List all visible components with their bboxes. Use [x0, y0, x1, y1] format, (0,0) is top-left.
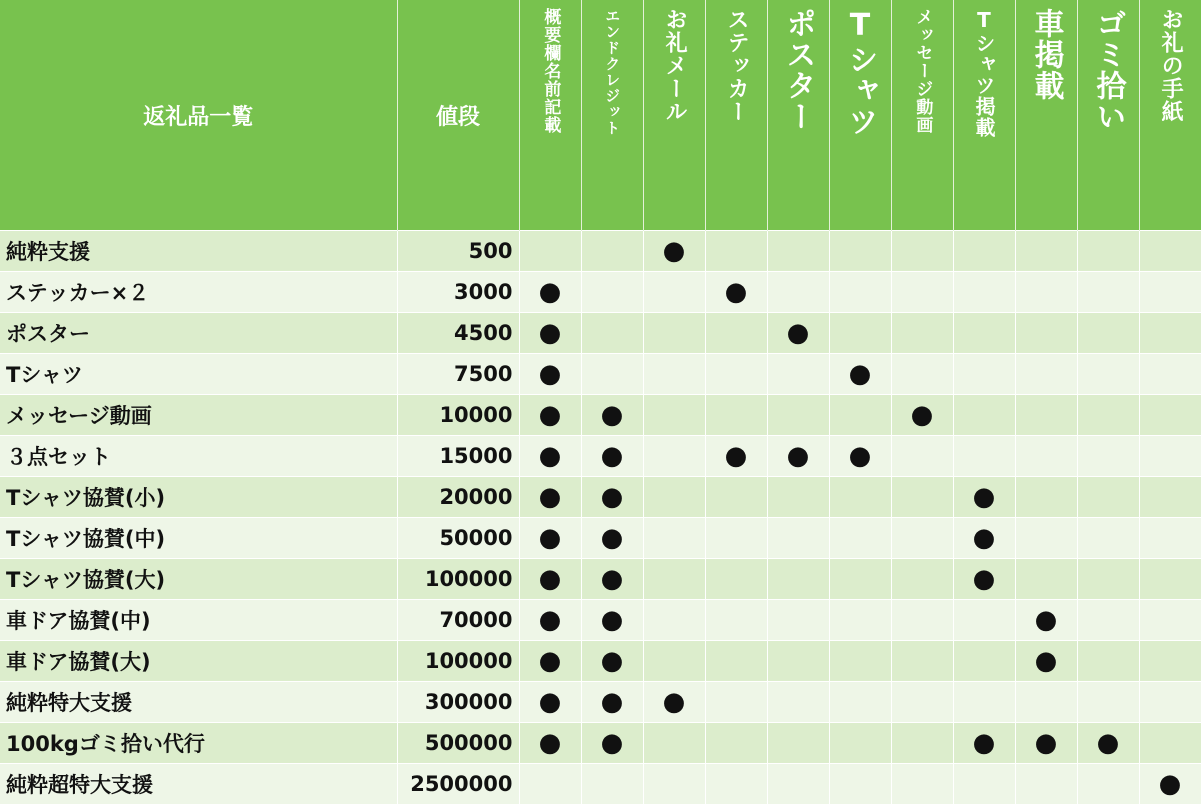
- table-row: [0, 395, 1201, 436]
- header-column-label: Tシャツ掲載: [973, 0, 995, 138]
- reward-name: Tシャツ協賛(小): [0, 477, 397, 518]
- included-mark: ●: [953, 723, 1015, 764]
- empty-cell: [953, 641, 1015, 682]
- header-column: [953, 0, 1015, 231]
- empty-cell: [643, 354, 705, 395]
- table-row: [0, 764, 1201, 804]
- empty-cell: [891, 313, 953, 354]
- included-mark: ●: [767, 436, 829, 477]
- empty-cell: [643, 518, 705, 559]
- reward-price: 300000: [397, 682, 519, 723]
- header-price: 値段: [397, 0, 519, 231]
- included-mark: ●: [581, 682, 643, 723]
- empty-cell: [767, 231, 829, 272]
- table-body: [0, 231, 1201, 804]
- header-column: [1077, 0, 1139, 231]
- reward-name: 純粋特大支援: [0, 682, 397, 723]
- included-mark: ●: [829, 436, 891, 477]
- empty-cell: [1077, 641, 1139, 682]
- included-mark: ●: [519, 313, 581, 354]
- empty-cell: [1077, 477, 1139, 518]
- empty-cell: [891, 764, 953, 804]
- empty-cell: [581, 313, 643, 354]
- empty-cell: [581, 764, 643, 804]
- empty-cell: [1139, 354, 1201, 395]
- empty-cell: [705, 313, 767, 354]
- empty-cell: [705, 682, 767, 723]
- reward-name: 純粋超特大支援: [0, 764, 397, 804]
- included-mark: ●: [705, 272, 767, 313]
- reward-price: 2500000: [397, 764, 519, 804]
- header-column-label: お礼の手紙: [1158, 0, 1182, 123]
- empty-cell: [643, 764, 705, 804]
- included-mark: ●: [1139, 764, 1201, 804]
- empty-cell: [1077, 764, 1139, 804]
- included-mark: ●: [953, 518, 1015, 559]
- included-mark: ●: [519, 682, 581, 723]
- included-mark: ●: [1015, 723, 1077, 764]
- empty-cell: [1015, 559, 1077, 600]
- header-column: [1139, 0, 1201, 231]
- header-column: [891, 0, 953, 231]
- empty-cell: [1015, 354, 1077, 395]
- empty-cell: [705, 600, 767, 641]
- empty-cell: [767, 682, 829, 723]
- header-name: 返礼品一覧: [0, 0, 397, 231]
- included-mark: ●: [519, 559, 581, 600]
- reward-name: ポスター: [0, 313, 397, 354]
- table-row: [0, 682, 1201, 723]
- empty-cell: [1139, 272, 1201, 313]
- table-row: [0, 354, 1201, 395]
- included-mark: ●: [519, 272, 581, 313]
- empty-cell: [705, 641, 767, 682]
- header-column-label: メッセージ動画: [913, 0, 932, 134]
- reward-name: ３点セット: [0, 436, 397, 477]
- empty-cell: [1139, 231, 1201, 272]
- empty-cell: [891, 723, 953, 764]
- empty-cell: [953, 354, 1015, 395]
- empty-cell: [953, 682, 1015, 723]
- included-mark: ●: [767, 313, 829, 354]
- empty-cell: [1139, 682, 1201, 723]
- empty-cell: [891, 518, 953, 559]
- empty-cell: [643, 723, 705, 764]
- empty-cell: [953, 395, 1015, 436]
- table-row: [0, 641, 1201, 682]
- empty-cell: [891, 436, 953, 477]
- reward-name: 車ドア協賛(中): [0, 600, 397, 641]
- included-mark: ●: [519, 723, 581, 764]
- table-row: [0, 436, 1201, 477]
- empty-cell: [705, 764, 767, 804]
- table-row: [0, 600, 1201, 641]
- table-row: [0, 518, 1201, 559]
- empty-cell: [1015, 272, 1077, 313]
- empty-cell: [1077, 395, 1139, 436]
- header-column: [829, 0, 891, 231]
- reward-price: 10000: [397, 395, 519, 436]
- empty-cell: [891, 477, 953, 518]
- table-row: [0, 723, 1201, 764]
- included-mark: ●: [581, 641, 643, 682]
- empty-cell: [767, 600, 829, 641]
- included-mark: ●: [519, 354, 581, 395]
- empty-cell: [767, 518, 829, 559]
- included-mark: ●: [519, 518, 581, 559]
- empty-cell: [1015, 313, 1077, 354]
- empty-cell: [953, 231, 1015, 272]
- empty-cell: [953, 313, 1015, 354]
- empty-cell: [1015, 682, 1077, 723]
- reward-price: 4500: [397, 313, 519, 354]
- header-column-label: ステッカー: [724, 0, 748, 123]
- header-column-label: エンドクレジット: [604, 0, 621, 136]
- header-column: [643, 0, 705, 231]
- empty-cell: [643, 313, 705, 354]
- empty-cell: [829, 272, 891, 313]
- included-mark: ●: [953, 559, 1015, 600]
- empty-cell: [829, 682, 891, 723]
- header-column: [767, 0, 829, 231]
- reward-price: 7500: [397, 354, 519, 395]
- included-mark: ●: [1015, 641, 1077, 682]
- reward-price: 100000: [397, 559, 519, 600]
- table-row: [0, 559, 1201, 600]
- empty-cell: [767, 477, 829, 518]
- reward-price: 20000: [397, 477, 519, 518]
- reward-name: ステッカー×２: [0, 272, 397, 313]
- empty-cell: [581, 354, 643, 395]
- empty-cell: [1015, 518, 1077, 559]
- empty-cell: [891, 600, 953, 641]
- included-mark: ●: [581, 723, 643, 764]
- empty-cell: [767, 272, 829, 313]
- empty-cell: [643, 395, 705, 436]
- empty-cell: [581, 231, 643, 272]
- reward-price: 3000: [397, 272, 519, 313]
- empty-cell: [1139, 313, 1201, 354]
- included-mark: ●: [519, 641, 581, 682]
- empty-cell: [1077, 231, 1139, 272]
- empty-cell: [891, 354, 953, 395]
- header-column-label: Tシャツ: [844, 0, 877, 137]
- included-mark: ●: [1077, 723, 1139, 764]
- empty-cell: [767, 764, 829, 804]
- table-row: [0, 231, 1201, 272]
- empty-cell: [829, 518, 891, 559]
- empty-cell: [1139, 436, 1201, 477]
- reward-price: 500: [397, 231, 519, 272]
- table-row: [0, 477, 1201, 518]
- empty-cell: [1139, 477, 1201, 518]
- empty-cell: [1139, 559, 1201, 600]
- empty-cell: [1139, 395, 1201, 436]
- empty-cell: [829, 600, 891, 641]
- included-mark: ●: [581, 477, 643, 518]
- empty-cell: [829, 395, 891, 436]
- included-mark: ●: [519, 600, 581, 641]
- empty-cell: [829, 641, 891, 682]
- header-column: [519, 0, 581, 231]
- empty-cell: [705, 518, 767, 559]
- included-mark: ●: [829, 354, 891, 395]
- included-mark: ●: [581, 518, 643, 559]
- included-mark: ●: [519, 395, 581, 436]
- empty-cell: [643, 641, 705, 682]
- empty-cell: [1077, 559, 1139, 600]
- reward-price: 500000: [397, 723, 519, 764]
- empty-cell: [829, 231, 891, 272]
- empty-cell: [581, 272, 643, 313]
- empty-cell: [767, 395, 829, 436]
- included-mark: ●: [581, 600, 643, 641]
- included-mark: ●: [705, 436, 767, 477]
- reward-price: 15000: [397, 436, 519, 477]
- empty-cell: [767, 641, 829, 682]
- table-row: [0, 313, 1201, 354]
- empty-cell: [705, 354, 767, 395]
- empty-cell: [643, 272, 705, 313]
- empty-cell: [953, 600, 1015, 641]
- empty-cell: [829, 764, 891, 804]
- empty-cell: [643, 600, 705, 641]
- included-mark: ●: [891, 395, 953, 436]
- empty-cell: [643, 436, 705, 477]
- empty-cell: [1139, 600, 1201, 641]
- reward-name: メッセージ動画: [0, 395, 397, 436]
- header-column-label: ポスター: [782, 0, 815, 132]
- included-mark: ●: [581, 436, 643, 477]
- empty-cell: [953, 764, 1015, 804]
- header-column: [1015, 0, 1077, 231]
- empty-cell: [705, 477, 767, 518]
- empty-cell: [891, 559, 953, 600]
- header-column-label: 概要欄名前記載: [541, 0, 560, 134]
- reward-name: 100kgゴミ拾い代行: [0, 723, 397, 764]
- included-mark: ●: [581, 395, 643, 436]
- included-mark: ●: [519, 436, 581, 477]
- empty-cell: [1139, 723, 1201, 764]
- empty-cell: [829, 723, 891, 764]
- empty-cell: [891, 231, 953, 272]
- included-mark: ●: [519, 477, 581, 518]
- empty-cell: [705, 395, 767, 436]
- empty-cell: [767, 559, 829, 600]
- included-mark: ●: [581, 559, 643, 600]
- empty-cell: [829, 313, 891, 354]
- empty-cell: [705, 723, 767, 764]
- reward-price: 50000: [397, 518, 519, 559]
- empty-cell: [705, 559, 767, 600]
- empty-cell: [953, 272, 1015, 313]
- empty-cell: [1015, 764, 1077, 804]
- empty-cell: [519, 231, 581, 272]
- empty-cell: [1139, 518, 1201, 559]
- empty-cell: [1015, 436, 1077, 477]
- empty-cell: [705, 231, 767, 272]
- header-column: [581, 0, 643, 231]
- reward-name: 純粋支援: [0, 231, 397, 272]
- included-mark: ●: [953, 477, 1015, 518]
- empty-cell: [891, 272, 953, 313]
- empty-cell: [1077, 272, 1139, 313]
- empty-cell: [1077, 354, 1139, 395]
- empty-cell: [767, 354, 829, 395]
- empty-cell: [1015, 477, 1077, 518]
- included-mark: ●: [1015, 600, 1077, 641]
- reward-name: Tシャツ協賛(中): [0, 518, 397, 559]
- empty-cell: [953, 436, 1015, 477]
- empty-cell: [1077, 682, 1139, 723]
- reward-name: 車ドア協賛(大): [0, 641, 397, 682]
- empty-cell: [643, 477, 705, 518]
- empty-cell: [767, 723, 829, 764]
- table-row: [0, 272, 1201, 313]
- empty-cell: [891, 682, 953, 723]
- header-row: [0, 0, 1201, 231]
- header-column: [705, 0, 767, 231]
- included-mark: ●: [643, 231, 705, 272]
- empty-cell: [643, 559, 705, 600]
- empty-cell: [1077, 600, 1139, 641]
- empty-cell: [829, 559, 891, 600]
- empty-cell: [1077, 518, 1139, 559]
- empty-cell: [519, 764, 581, 804]
- empty-cell: [829, 477, 891, 518]
- empty-cell: [1139, 641, 1201, 682]
- included-mark: ●: [643, 682, 705, 723]
- reward-name: Tシャツ協賛(大): [0, 559, 397, 600]
- empty-cell: [1077, 313, 1139, 354]
- empty-cell: [1077, 436, 1139, 477]
- empty-cell: [891, 641, 953, 682]
- header-column-label: 車掲載: [1030, 0, 1063, 101]
- reward-name: Tシャツ: [0, 354, 397, 395]
- reward-price: 100000: [397, 641, 519, 682]
- header-column-label: お礼メール: [662, 0, 686, 123]
- header-column-label: ゴミ拾い: [1092, 0, 1125, 132]
- reward-price: 70000: [397, 600, 519, 641]
- empty-cell: [1015, 231, 1077, 272]
- empty-cell: [1015, 395, 1077, 436]
